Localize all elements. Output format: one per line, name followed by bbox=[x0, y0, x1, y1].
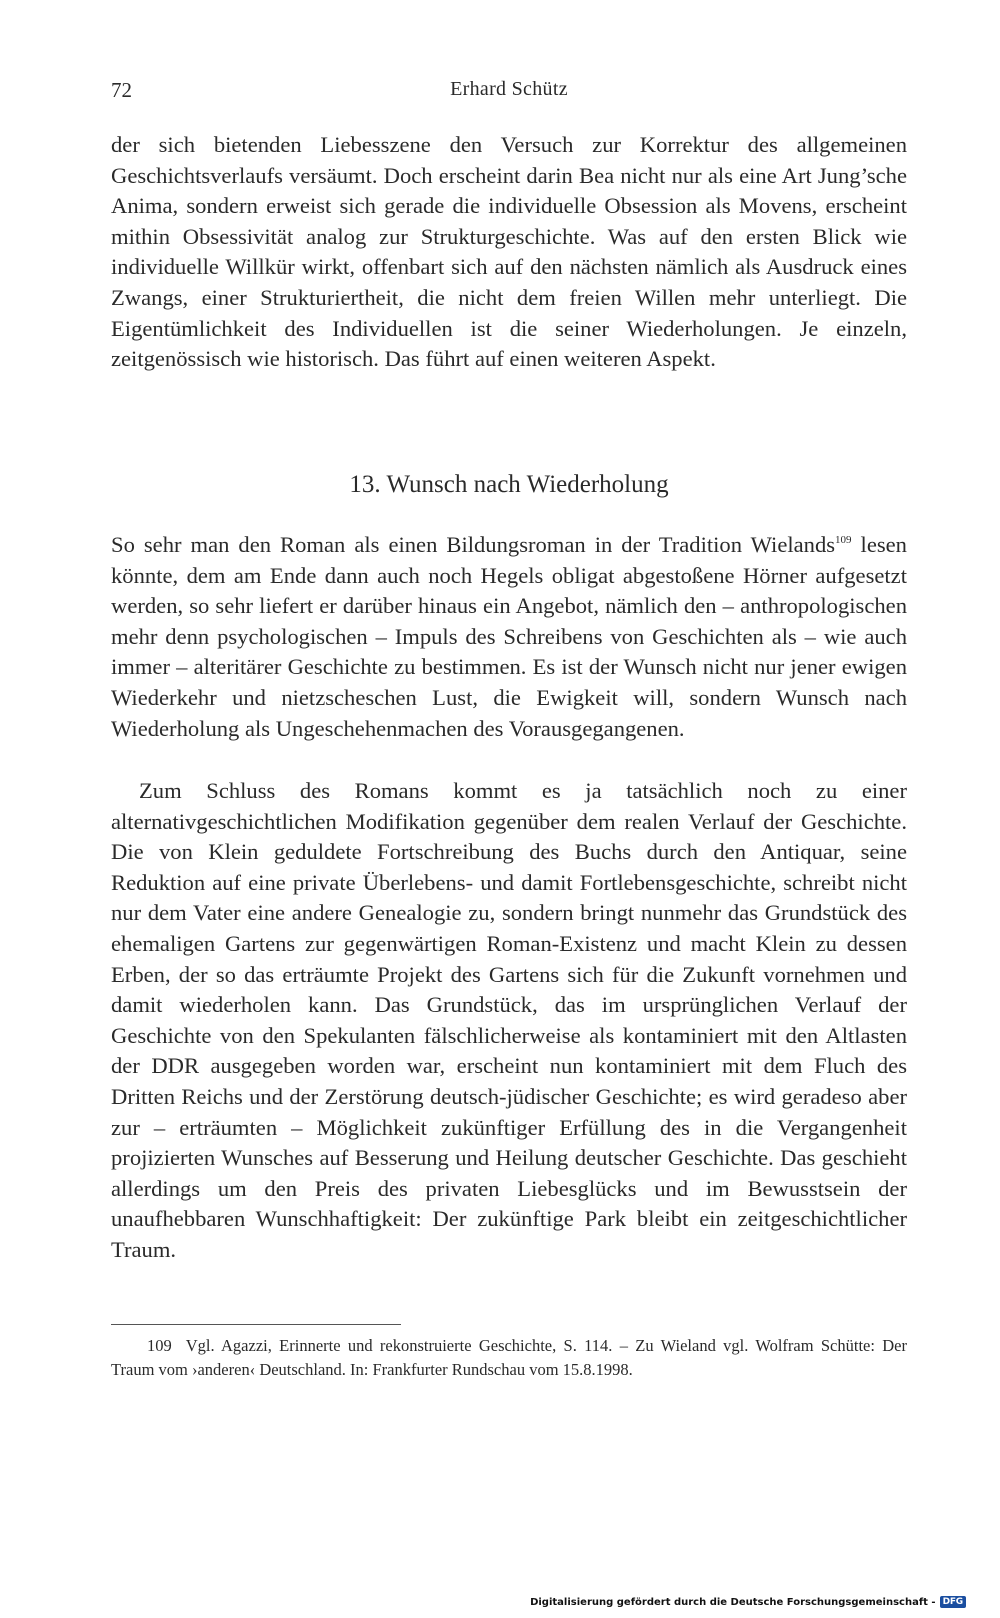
credit-text: Digitalisierung gefördert durch die Deutsche Forschungsgemeinschaft - bbox=[530, 1596, 936, 1608]
page-header bbox=[111, 78, 907, 108]
footnote-reference: 109 bbox=[835, 534, 852, 546]
footnote-number: 109 bbox=[147, 1336, 172, 1355]
paragraph-text-end: lesen könnte, dem am Ende dann auch noch Hegels obligat abgestoßene Hörner aufgesetzt werden, so sehr liefert er darüber hinaus ein Angebot, nämlich den – anthropologischen mehr denn psychologischen – Impuls des Schreibens von Geschichten als – wie auch immer – alteritärer Geschichte zu bestimmen. Es ist der Wunsch nicht nur jener ewigen Wiederkehr und nietzscheschen Lust, die Ewigkeit will, sondern Wunsch nach Wiederholung als Ungeschehenmachen des Vorausgegangenen. bbox=[111, 532, 907, 741]
digitization-credit bbox=[530, 1596, 966, 1608]
footnote-text: Vgl. Agazzi, Erinnerte und rekonstruierte Geschichte, S. 114. – Zu Wieland vgl. Wolfram Schütte: Der Traum vom ›anderen‹ Deutschland. In: Frankfurter Rundschau vom 15.8.1998. bbox=[111, 1336, 907, 1379]
body-paragraph-3 bbox=[111, 776, 907, 1266]
body-paragraph-1 bbox=[111, 130, 907, 375]
dfg-logo: DFG bbox=[940, 1596, 966, 1608]
footnote bbox=[111, 1334, 907, 1382]
page-number: 72 bbox=[111, 78, 132, 102]
paragraph-text-start: So sehr man den Roman als einen Bildungsroman in der Tradition Wielands bbox=[111, 532, 836, 557]
paragraph-text: Zum Schluss des Romans kommt es ja tatsächlich noch zu einer alternativgeschichtlichen Modifikation gegenüber dem realen Verlauf der Geschichte. Die von Klein geduldete Fortschreibung des Buchs durch den Antiquar, seine Reduktion auf eine private Überlebens- und damit Fortlebensgeschichte, schreibt nicht nur dem Vater eine andere Genealogie zu, sondern bringt nunmehr das Grundstück des ehemaligen Gartens zur gegenwärtigen Roman-Existenz und macht Klein zu dessen Erben, der so das erträumte Projekt des Gartens sich für die Zukunft vornehmen und damit wiederholen kann. Das Grundstück, das im ursprünglichen Verlauf der Geschichte von den Spekulanten fälschlicherweise als kontaminiert mit den Altlasten der DDR ausgegeben worden war, erscheint nun kontaminiert mit dem Fluch des Dritten Reichs und der Zerstörung deutsch-jüdischer Geschichte; es wird geradeso aber zur – erträumten – Möglichkeit zukünftiger Erfüllung des in die Vergangenheit projizierten Wunsches auf Besserung und Heilung deutscher Geschichte. Das geschieht allerdings um den Preis des privaten Liebesglücks und im Bewusstsein der unaufhebbaren Wunschhaftigkeit: Der zukünftige Park bleibt ein zeitgeschichtlicher Traum. bbox=[111, 778, 907, 1262]
paragraph-text: der sich bietenden Liebesszene den Versuch zur Korrektur des allgemeinen Geschichtsverlaufs versäumt. Doch erscheint darin Bea nicht nur als eine Art Jung’sche Anima, sondern erweist sich gerade die individuelle Obsession als Movens, erscheint mithin Obsessivität analog zur Strukturgeschichte. Was auf den ersten Blick wie individuelle Willkür wirkt, offenbart sich auf den nächsten nämlich als Ausdruck eines Zwangs, einer Strukturiertheit, die nicht dem freien Willen mehr unterliegt. Die Eigentümlichkeit des Individuellen ist die seiner Wiederholungen. Je einzeln, zeitgenössisch wie historisch. Das führt auf einen weiteren Aspekt. bbox=[111, 132, 907, 372]
footnote-divider bbox=[111, 1324, 401, 1325]
paragraph-text bbox=[111, 530, 907, 744]
section-heading: 13. Wunsch nach Wiederholung bbox=[349, 471, 669, 498]
running-head: Erhard Schütz bbox=[450, 78, 568, 100]
body-paragraph-2 bbox=[111, 530, 907, 744]
